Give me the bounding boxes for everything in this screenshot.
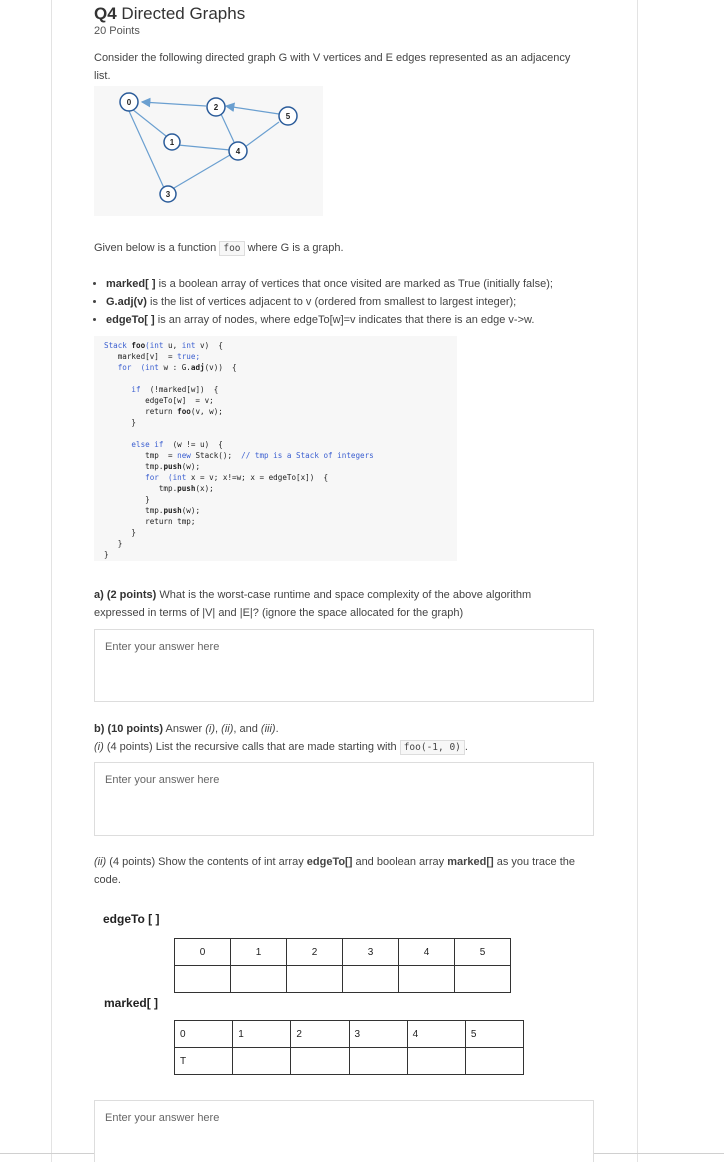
marked-table xyxy=(174,1020,524,1075)
edge-0-1 xyxy=(132,109,166,136)
marked-header: 3 xyxy=(349,1021,407,1048)
edgeto-cell xyxy=(343,966,399,993)
graph-node-1 xyxy=(164,134,180,150)
list-item: • marked[ ] is a boolean array of vertices that once visited are marked as True (initially false); xyxy=(106,275,616,293)
edgeto-cell xyxy=(455,966,511,993)
part-b-i-answer-box[interactable] xyxy=(94,762,594,836)
code-figure xyxy=(94,336,457,561)
part-a-prompt: a) (2 points) What is the worst-case runtime and space complexity of the above algorithm expressed in terms of |V| and |E|? (ignore the space allocated for the graph) xyxy=(94,589,532,619)
edge-2-0 xyxy=(142,102,206,106)
marked-cell: T xyxy=(175,1048,233,1075)
inline-code-foo-call: foo(-1, 0) xyxy=(400,740,465,755)
graph-figure xyxy=(94,86,323,216)
part-a-placeholder: Enter your answer here xyxy=(105,641,220,653)
part-b-ii-answer-box[interactable] xyxy=(94,1100,594,1162)
graph-node-4 xyxy=(229,142,247,160)
given-text: Given below is a function foo where G is a graph. xyxy=(94,242,344,254)
svg-text:5: 5 xyxy=(285,112,291,121)
edge-5-2 xyxy=(226,106,279,114)
edgeto-header: 1 xyxy=(231,939,287,966)
part-a-answer-box[interactable] xyxy=(94,629,594,702)
part-b-ii-placeholder: Enter your answer here xyxy=(105,1112,220,1124)
svg-text:1: 1 xyxy=(169,138,175,147)
marked-header: 5 xyxy=(465,1021,523,1048)
marked-header: 1 xyxy=(233,1021,291,1048)
edge-2-4 xyxy=(221,114,234,142)
edgeto-label: edgeTo [ ] xyxy=(103,912,160,926)
part-b-i-prompt: (i) (4 points) List the recursive calls that are made starting with foo(-1, 0) . xyxy=(94,741,468,753)
edgeto-cell xyxy=(287,966,343,993)
question-points: 20 Points xyxy=(94,25,140,37)
graph-svg xyxy=(94,86,323,216)
edge-3-4 xyxy=(174,155,230,188)
arrays-figure xyxy=(94,907,524,1087)
graph-node-3 xyxy=(160,186,176,202)
edgeto-header: 3 xyxy=(343,939,399,966)
edgeto-header: 0 xyxy=(175,939,231,966)
list-item: • edgeTo[ ] is an array of nodes, where edgeTo[w]=v indicates that there is an edge v->w. xyxy=(106,311,616,329)
edgeto-cell xyxy=(231,966,287,993)
edgeto-header: 4 xyxy=(399,939,455,966)
edgeto-table xyxy=(174,938,511,993)
definition-list xyxy=(88,275,616,329)
code-listing: Stack foo(int u, int v) { marked[v] = true; for (int w : G.adj(v)) { if (!marked[w]) { edgeTo[w] = v; return foo(v, w); } else if (w != u) { tmp = new Stack(); // tmp is a Stack of integers tmp.push(w); for (int x = v; x!=w; x = edgeTo[x]) { tmp.push(x); } tmp.push(w); return tmp; } } } xyxy=(104,341,374,559)
edge-0-3 xyxy=(129,111,164,188)
svg-text:0: 0 xyxy=(126,98,132,107)
inline-code-foo: foo xyxy=(219,241,244,256)
question-title: Q4 Directed Graphs xyxy=(94,4,246,23)
marked-label: marked[ ] xyxy=(104,996,159,1010)
marked-header: 0 xyxy=(175,1021,233,1048)
svg-text:4: 4 xyxy=(235,147,241,156)
edgeto-header: 2 xyxy=(287,939,343,966)
marked-cell xyxy=(291,1048,349,1075)
part-b-ii-prompt: (ii) (4 points) Show the contents of int array edgeTo[] and boolean array marked[] as you trace the code. xyxy=(94,856,575,886)
list-item: • G.adj(v) is the list of vertices adjacent to v (ordered from smallest to largest integer); xyxy=(106,293,616,311)
svg-text:2: 2 xyxy=(213,103,219,112)
marked-header: 4 xyxy=(407,1021,465,1048)
graph-node-2 xyxy=(207,98,225,116)
marked-cell xyxy=(233,1048,291,1075)
part-b-i-placeholder: Enter your answer here xyxy=(105,774,220,786)
svg-text:3: 3 xyxy=(165,190,171,199)
edgeto-header: 5 xyxy=(455,939,511,966)
graph-node-5 xyxy=(279,107,297,125)
graph-node-0 xyxy=(120,93,138,111)
edge-1-4 xyxy=(178,145,230,150)
question-intro: Consider the following directed graph G with V vertices and E edges represented as an adjacency list. xyxy=(94,52,571,82)
part-b-prompt: b) (10 points) Answer (i), (ii), and (iii). xyxy=(94,723,279,735)
edge-4-5 xyxy=(245,122,279,147)
marked-cell xyxy=(465,1048,523,1075)
marked-cell xyxy=(407,1048,465,1075)
edgeto-cell xyxy=(175,966,231,993)
marked-header: 2 xyxy=(291,1021,349,1048)
marked-cell xyxy=(349,1048,407,1075)
edgeto-cell xyxy=(399,966,455,993)
